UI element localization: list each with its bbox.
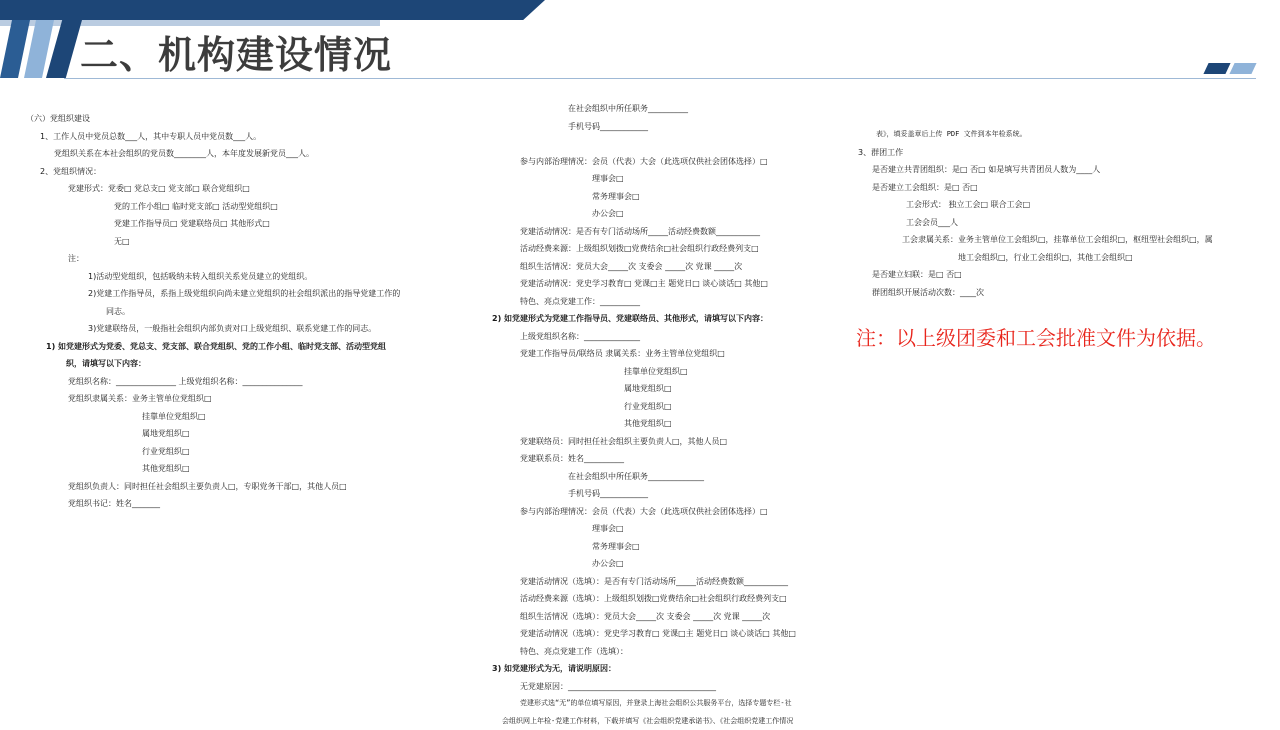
document-line: 无□	[26, 233, 476, 251]
document-line: 常务理事会□	[492, 538, 852, 556]
document-line: 其他党组织□	[26, 460, 476, 478]
document-line: 党组织隶属关系：业务主管单位党组织□	[26, 390, 476, 408]
document-line: 党建联络员：同时担任社会组织主要负责人□，其他人员□	[492, 433, 852, 451]
document-line: 党组织关系在本社会组织的党员数________人，本年度发展新党员___人。	[26, 145, 476, 163]
document-line: 会组织网上年检-党建工作材料，下载并填写《社会组织党建承诺书》、《社会组织党建工作情况	[492, 713, 852, 730]
document-line: 工会隶属关系：业务主管单位工会组织□，挂靠单位工会组织□，枢纽型社会组织□，属	[858, 231, 1248, 249]
document-line: 党建工作指导员/联络员 隶属关系：业务主管单位党组织□	[492, 345, 852, 363]
document-line: 党建活动情况：党史学习教育□ 党课□主 题党日□ 谈心谈话□ 其他□	[492, 275, 852, 293]
document-line: 群团组织开展活动次数：____次	[858, 284, 1248, 302]
document-line: 注：	[26, 250, 476, 268]
corner-decor-dark	[1203, 63, 1230, 74]
document-line: 理事会□	[492, 520, 852, 538]
document-line: 1) 如党建形式为党委、党总支、党支部、联合党组织、党的工作小组、临时党支部、活动型党组	[26, 338, 476, 356]
document-line: 属地党组织□	[26, 425, 476, 443]
document-line: 1、工作人员中党员总数___人，其中专职人员中党员数___人。	[26, 128, 476, 146]
document-line: 地工会组织□，行业工会组织□，其他工会组织□	[858, 249, 1248, 267]
document-line: 属地党组织□	[492, 380, 852, 398]
document-line: 挂靠单位党组织□	[492, 363, 852, 381]
document-line	[492, 135, 852, 153]
document-line: 办公会□	[492, 555, 852, 573]
document-line: 上级党组织名称：______________	[492, 328, 852, 346]
document-line: 手机号码____________	[492, 485, 852, 503]
document-line: 1)活动型党组织，包括吸纳未转入组织关系党员建立的党组织。	[26, 268, 476, 286]
document-line: 党建活动情况：是否有专门活动场所_____活动经费数额___________	[492, 223, 852, 241]
document-line: 党建活动情况（选填）：党史学习教育□ 党课□主 题党日□ 谈心谈话□ 其他□	[492, 625, 852, 643]
document-line: 是否建立妇联：是□ 否□	[858, 266, 1248, 284]
document-line: 3) 如党建形式为无，请说明原因：	[492, 660, 852, 678]
document-page-middle	[492, 100, 852, 730]
document-line: 特色、亮点党建工作（选填）：	[492, 643, 852, 661]
top-banner-bar	[0, 0, 545, 20]
document-line: 常务理事会□	[492, 188, 852, 206]
document-page-left	[26, 110, 476, 513]
title-divider	[64, 78, 1256, 79]
document-line: 党建联系员：姓名__________	[492, 450, 852, 468]
document-line: 手机号码____________	[492, 118, 852, 136]
document-line: 活动经费来源（选填）：上级组织划拨□党费结余□社会组织行政经费列支□	[492, 590, 852, 608]
corner-decor-light	[1229, 63, 1256, 74]
document-line: 党组织书记：姓名_______	[26, 495, 476, 513]
slide-title: 二、机构建设情况	[80, 24, 392, 79]
document-line: 挂靠单位党组织□	[26, 408, 476, 426]
document-line: 理事会□	[492, 170, 852, 188]
document-line: 工会会员___人	[858, 214, 1248, 232]
document-line: 参与内部治理情况：会员（代表）大会（此选项仅供社会团体选择）□	[492, 503, 852, 521]
document-line: 工会形式： 独立工会□ 联合工会□	[858, 196, 1248, 214]
decor-stripe-1	[0, 20, 30, 78]
document-line: 特色、亮点党建工作：__________	[492, 293, 852, 311]
document-line: 是否建立工会组织：是□ 否□	[858, 179, 1248, 197]
document-line: 2、党组织情况：	[26, 163, 476, 181]
document-line: 织，请填写以下内容：	[26, 355, 476, 373]
document-line: 表》，填妥盖章后上传 PDF 文件到本年检系统。	[858, 126, 1248, 144]
document-line: 无党建原因：_____________________________________	[492, 678, 852, 696]
document-line: （六）党组织建设	[26, 110, 476, 128]
document-line: 在社会组织中所任职务______________	[492, 468, 852, 486]
document-line: 党建工作指导员□ 党建联络员□ 其他形式□	[26, 215, 476, 233]
document-line: 党组织名称：_______________ 上级党组织名称：_______________	[26, 373, 476, 391]
document-page-right	[858, 126, 1248, 301]
document-line: 3)党建联络员，一般指社会组织内部负责对口上级党组织、联系党建工作的同志。	[26, 320, 476, 338]
document-line: 2) 如党建形式为党建工作指导员、党建联络员、其他形式，请填写以下内容：	[492, 310, 852, 328]
document-line: 党组织负责人：同时担任社会组织主要负责人□，专职党务干部□，其他人员□	[26, 478, 476, 496]
red-annotation: 注：以上级团委和工会批准文件为依据。	[856, 322, 1216, 351]
document-line: 3、群团工作	[858, 144, 1248, 162]
document-line: 党建活动情况（选填）：是否有专门活动场所_____活动经费数额___________	[492, 573, 852, 591]
document-line: 办公会□	[492, 205, 852, 223]
document-line: 组织生活情况：党员大会_____次 支委会 _____次 党课 _____次	[492, 258, 852, 276]
document-line: 党建形式选“无”的单位填写原因，并登录上海社会组织公共服务平台，选择专题专栏-社	[492, 695, 852, 713]
document-line: 活动经费来源：上级组织划拨□党费结余□社会组织行政经费列支□	[492, 240, 852, 258]
document-line: 行业党组织□	[492, 398, 852, 416]
document-line: 党的工作小组□ 临时党支部□ 活动型党组织□	[26, 198, 476, 216]
document-line: 同志。	[26, 303, 476, 321]
document-line: 在社会组织中所任职务__________	[492, 100, 852, 118]
document-line: 参与内部治理情况：会员（代表）大会（此选项仅供社会团体选择）□	[492, 153, 852, 171]
document-line: 2)党建工作指导员，系指上级党组织向尚未建立党组织的社会组织派出的指导党建工作的	[26, 285, 476, 303]
document-line: 党建形式：党委□ 党总支□ 党支部□ 联合党组织□	[26, 180, 476, 198]
document-line: 其他党组织□	[492, 415, 852, 433]
document-line: 行业党组织□	[26, 443, 476, 461]
document-line: 是否建立共青团组织：是□ 否□ 如是填写共青团员人数为____人	[858, 161, 1248, 179]
document-line: 组织生活情况（选填）：党员大会_____次 支委会 _____次 党课 _____次	[492, 608, 852, 626]
